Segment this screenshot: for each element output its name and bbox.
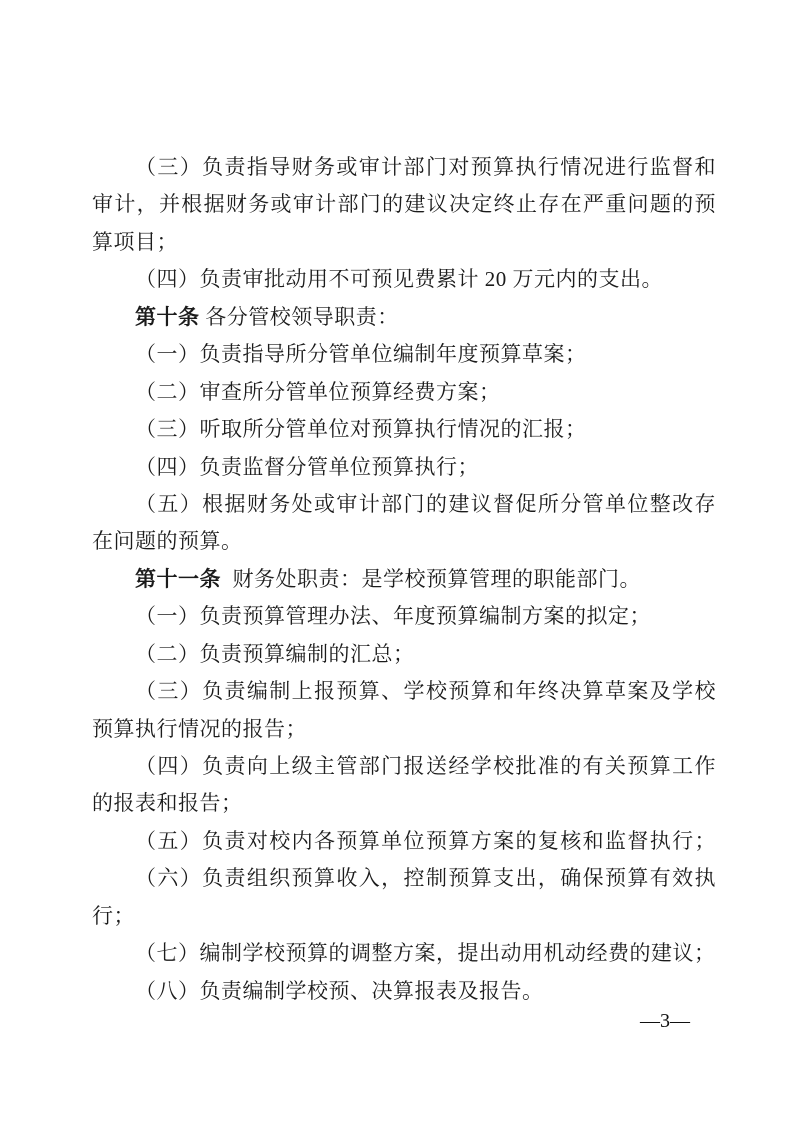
article-heading-text: 财务处职责：是学校预算管理的职能部门。 (221, 566, 641, 591)
article-heading-text: 各分管校领导职责： (199, 304, 399, 329)
text-line: 的报表和报告； (92, 791, 243, 816)
text-line: （七）编制学校预算的调整方案，提出动用机动经费的建议； (135, 941, 716, 966)
text-line: 行； (92, 903, 135, 928)
text-line: （五）根据财务处或审计部门的建议督促所分管单位整改存 (135, 491, 716, 516)
article-number: 第十一条 (135, 567, 221, 591)
page-number: —3— (640, 1010, 690, 1032)
text-line: （一）负责指导所分管单位编制年度预算草案； (135, 342, 587, 367)
text-line: 审计，并根据财务或审计部门的建议决定终止存在严重问题的预 (92, 192, 716, 217)
text-line: （六）负责组织预算收入，控制预算支出，确保预算有效执 (135, 866, 716, 891)
text-line: （三）负责指导财务或审计部门对预算执行情况进行监督和 (135, 155, 716, 179)
text-line: （二）审查所分管单位预算经费方案； (135, 379, 501, 404)
article-number: 第十条 (135, 305, 200, 329)
text-line: 在问题的预算。 (92, 529, 243, 554)
text-line: （五）负责对校内各预算单位预算方案的复核和监督执行； (135, 828, 716, 853)
text-line: （三）听取所分管单位对预算执行情况的汇报； (135, 417, 587, 442)
text-line: （二）负责预算编制的汇总； (135, 641, 415, 666)
article-heading-line (92, 561, 716, 598)
text-line: （一）负责预算管理办法、年度预算编制方案的拟定； (135, 604, 651, 629)
document-body (92, 149, 716, 1010)
text-line: （四）负责向上级主管部门报送经学校批准的有关预算工作 (135, 754, 716, 778)
text-line: （四）负责监督分管单位预算执行； (135, 454, 479, 479)
text-line: 预算执行情况的报告； (92, 716, 307, 741)
text-line: （八）负责编制学校预、决算报表及报告。 (135, 978, 544, 1003)
text-line: （四）负责审批动用不可预见费累计 20 万元内的支出。 (135, 267, 663, 292)
text-line: 算项目； (92, 229, 178, 254)
text-line: （三）负责编制上报预算、学校预算和年终决算草案及学校 (135, 679, 716, 704)
article-heading-line (92, 299, 716, 336)
